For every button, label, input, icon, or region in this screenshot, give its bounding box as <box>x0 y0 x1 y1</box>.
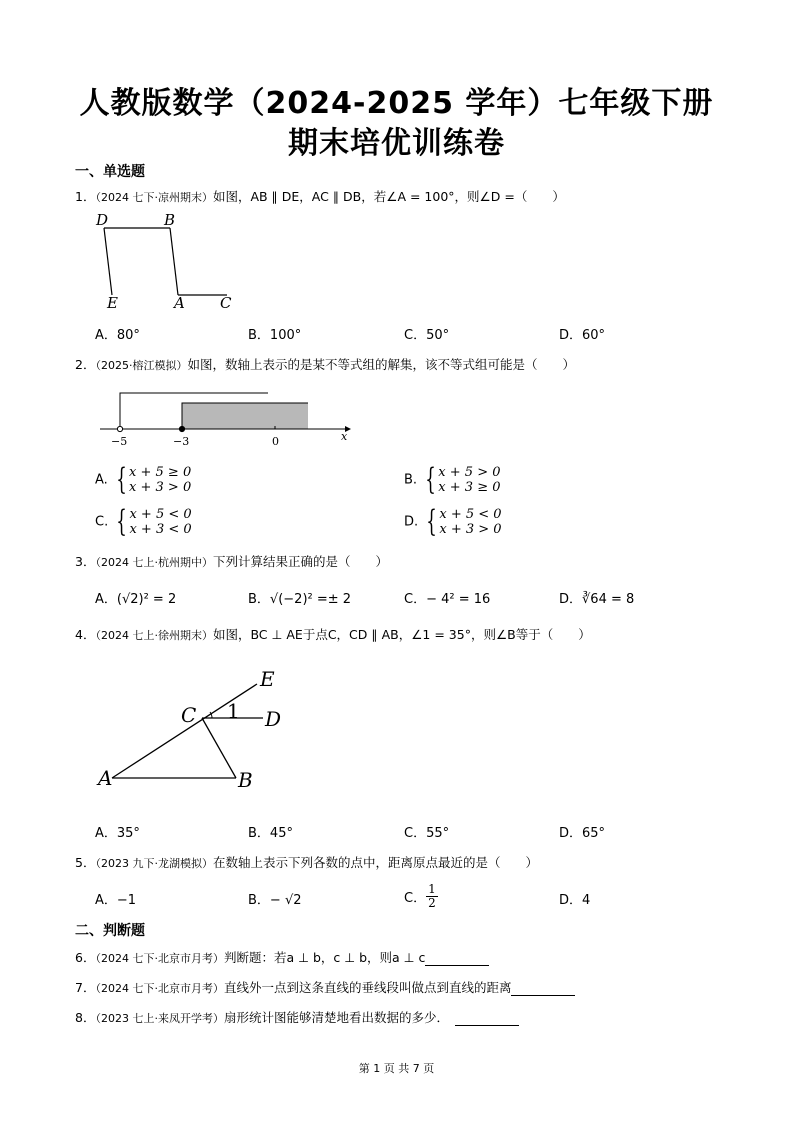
question-source: （2024 七下·北京市月考） <box>95 982 224 995</box>
question-2 <box>75 355 575 373</box>
question-number: 3． <box>75 554 96 569</box>
question-source: （2024 七下·北京市月考） <box>95 952 224 965</box>
q1-option-b[interactable]: B．100° <box>248 328 302 343</box>
figure-q4-triangle <box>95 665 305 795</box>
page-title-line1: 人教版数学（2024-2025 学年）七年级下册 <box>79 86 714 121</box>
inequality-line-1: x + 5 < 0 <box>129 507 192 522</box>
label-B: B <box>238 768 253 792</box>
figure-q2-number-line <box>95 385 360 450</box>
inequality-system: { x + 5 < 0 x + 3 > 0 <box>426 504 502 539</box>
q3-option-b[interactable]: B．√(−2)² =± 2 <box>248 592 352 607</box>
q5-option-a[interactable]: A．−1 <box>95 893 137 908</box>
question-number: 4． <box>75 627 96 642</box>
fraction-one-half <box>426 883 438 910</box>
q4-option-b[interactable]: B．45° <box>248 826 293 841</box>
label-D: D <box>265 707 282 731</box>
question-1 <box>75 187 565 205</box>
question-number: 6． <box>75 950 96 965</box>
label-E: E <box>107 294 118 312</box>
question-number: 5． <box>75 855 96 870</box>
fraction-denominator: 2 <box>428 896 436 910</box>
question-text: 在数轴上表示下列各数的点中，距离原点最近的是（ ） <box>212 855 538 870</box>
section-heading-true-false: 二、判断题 <box>75 923 145 939</box>
inequality-line-1: x + 5 > 0 <box>438 465 501 480</box>
label-angle-1: 1 <box>227 699 240 723</box>
inequality-line-2: x + 3 ≥ 0 <box>438 480 501 495</box>
q5-option-c[interactable] <box>404 883 438 910</box>
question-text: 下列计算结果正确的是（ ） <box>212 554 388 569</box>
page-title-line2: 期末培优训练卷 <box>288 126 505 161</box>
inequality-system: { x + 5 > 0 x + 3 ≥ 0 <box>425 462 501 497</box>
option-letter: C. <box>95 514 109 530</box>
q3-option-c[interactable]: C．− 4² = 16 <box>404 592 491 607</box>
question-source: （2023 九下·龙湖模拟） <box>95 857 213 870</box>
open-point-minus5 <box>117 426 122 431</box>
q4-option-c[interactable]: C．55° <box>404 826 450 841</box>
option-letter: D. <box>404 514 419 530</box>
label-C: C <box>220 294 232 312</box>
segment-cb <box>202 718 236 778</box>
question-source: （2023 七上·来凤开学考） <box>95 1012 224 1025</box>
question-6 <box>75 948 489 966</box>
label-C: C <box>181 703 197 727</box>
figure-q1-parallelogram <box>90 208 250 314</box>
inequality-system: { x + 5 < 0 x + 3 < 0 <box>116 504 192 539</box>
q2-option-c[interactable] <box>95 504 192 539</box>
q5-option-d[interactable]: D．4 <box>559 893 591 908</box>
label-A: A <box>98 766 113 790</box>
answer-blank[interactable] <box>455 1010 519 1026</box>
option-letter: A. <box>95 472 108 488</box>
question-4 <box>75 625 591 643</box>
label-B: B <box>164 211 176 229</box>
question-3 <box>75 552 388 570</box>
label-E: E <box>260 667 275 691</box>
q3-option-d[interactable]: D．∛64 = 8 <box>559 592 635 607</box>
tick-label-minus3: −3 <box>173 435 190 448</box>
question-text: 扇形统计图能够清楚地看出数据的多少． <box>223 1010 449 1025</box>
q1-option-d[interactable]: D．60° <box>559 328 606 343</box>
option-letter: C． <box>404 891 427 906</box>
q5-option-b[interactable]: B．− √2 <box>248 893 302 908</box>
page-footer: 第 1 页 共 7 页 <box>358 1062 435 1075</box>
segment-de <box>104 228 112 295</box>
question-text: 如图，数轴上表示的是某不等式组的解集，该不等式组可能是（ ） <box>187 357 575 372</box>
question-number: 8． <box>75 1010 96 1025</box>
segment-ba <box>170 228 178 295</box>
q1-option-c[interactable]: C．50° <box>404 328 450 343</box>
question-text: 直线外一点到这条直线的垂线段叫做点到直线的距离 <box>223 980 512 995</box>
inequality-line-1: x + 5 ≥ 0 <box>129 465 192 480</box>
question-5 <box>75 853 538 871</box>
q4-option-a[interactable]: A．35° <box>95 826 140 841</box>
question-7 <box>75 978 575 996</box>
option-letter: B. <box>404 472 418 488</box>
section-heading-single-choice: 一、单选题 <box>75 164 145 180</box>
q3-option-a[interactable]: A．(√2)² = 2 <box>95 592 177 607</box>
q4-option-d[interactable]: D．65° <box>559 826 606 841</box>
inequality-line-2: x + 3 < 0 <box>129 522 192 537</box>
inequality-system: { x + 5 ≥ 0 x + 3 > 0 <box>116 462 192 497</box>
question-source: （2024 七上·徐州期末） <box>95 629 213 642</box>
label-A: A <box>174 294 185 312</box>
question-text: 如图，AB ∥ DE，AC ∥ DB，若∠A = 100°，则∠D =（ ） <box>212 189 565 204</box>
label-D: D <box>96 211 109 229</box>
axis-variable-x: x <box>341 430 348 443</box>
q1-option-a[interactable]: A．80° <box>95 328 140 343</box>
fraction-numerator: 1 <box>428 882 436 896</box>
answer-blank[interactable] <box>425 950 489 966</box>
tick-label-0: 0 <box>272 435 279 448</box>
question-number: 7． <box>75 980 96 995</box>
inequality-line-1: x + 5 < 0 <box>439 507 502 522</box>
q2-option-d[interactable] <box>404 504 502 539</box>
question-number: 2． <box>75 357 96 372</box>
question-text: 判断题：若a ⊥ b，c ⊥ b，则a ⊥ c <box>223 950 426 965</box>
question-source: （2024 七上·杭州期中） <box>95 556 213 569</box>
closed-point-minus3 <box>179 426 184 431</box>
answer-blank[interactable] <box>511 980 575 996</box>
question-text: 如图，BC ⊥ AE于点C，CD ∥ AB，∠1 = 35°，则∠B等于（ ） <box>212 627 591 642</box>
inequality-line-2: x + 3 > 0 <box>129 480 192 495</box>
question-number: 1． <box>75 189 96 204</box>
question-source: （2025·榕江模拟） <box>95 359 188 372</box>
q2-option-a[interactable] <box>95 462 192 497</box>
inequality-line-2: x + 3 > 0 <box>439 522 502 537</box>
tick-label-minus5: −5 <box>111 435 128 448</box>
question-source: （2024 七下·凉州期末） <box>95 191 213 204</box>
q2-option-b[interactable] <box>404 462 501 497</box>
question-8 <box>75 1008 519 1026</box>
shaded-solution-region <box>182 403 308 429</box>
